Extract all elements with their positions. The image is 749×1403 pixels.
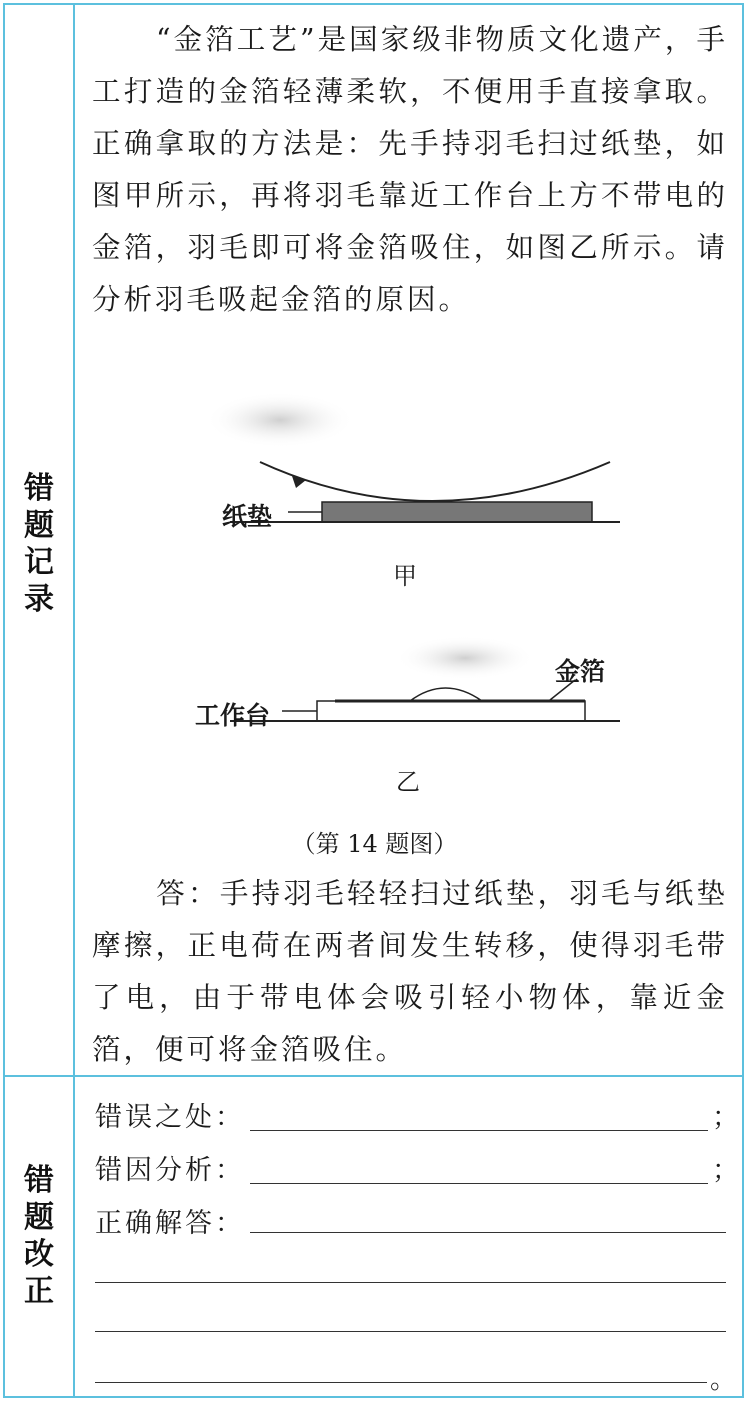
semicolon: ； xyxy=(712,1102,742,1133)
label-yi: 乙 xyxy=(396,768,420,796)
label-char: 记 xyxy=(24,545,54,580)
correct-answer-label: 正确解答： xyxy=(95,1208,245,1239)
column-divider xyxy=(73,3,75,1398)
answer-line[interactable] xyxy=(250,1232,726,1233)
label-workbench: 工作台 xyxy=(195,701,271,730)
answer-line[interactable] xyxy=(95,1331,726,1332)
answer-line[interactable] xyxy=(95,1282,726,1283)
error-place-line[interactable] xyxy=(250,1130,708,1131)
label-char: 题 xyxy=(24,508,54,543)
label-char: 正 xyxy=(24,1274,54,1309)
question-figure xyxy=(190,390,650,810)
figure-caption: （第 14 题图） xyxy=(291,830,458,858)
gold-foil-lifted xyxy=(410,688,482,701)
section-label-record xyxy=(18,470,60,618)
feather-icon xyxy=(395,636,535,680)
paper-pad xyxy=(322,502,592,522)
label-char: 错 xyxy=(24,1163,54,1198)
label-paper-pad: 纸垫 xyxy=(222,502,273,531)
label-char: 题 xyxy=(24,1200,54,1235)
answer-text xyxy=(92,868,728,1076)
feather-icon xyxy=(205,392,355,448)
label-char: 错 xyxy=(24,471,54,506)
section-label-correct xyxy=(18,1162,60,1310)
question-body: “金箔工艺”是国家级非物质文化遗产，手工打造的金箔轻薄柔软，不便用手直接拿取。正确拿取的方法是：先手持羽毛扫过纸垫，如图甲所示，再将羽毛靠近工作台上方不带电的金箔，羽毛即可将金箔吸住，如图乙所示。请分析羽毛吸起金箔的原因。 xyxy=(92,23,728,316)
sweep-arc xyxy=(260,462,610,501)
question-text xyxy=(92,14,728,326)
workbench xyxy=(317,701,585,721)
error-place-label: 错误之处： xyxy=(95,1102,245,1133)
label-char: 录 xyxy=(24,582,54,617)
end-mark: 。 xyxy=(710,1365,737,1395)
error-reason-label: 错因分析： xyxy=(95,1155,245,1186)
answer-line[interactable] xyxy=(95,1382,707,1383)
semicolon: ； xyxy=(712,1155,742,1186)
answer-body: 答：手持羽毛轻轻扫过纸垫，羽毛与纸垫摩擦，正电荷在两者间发生转移，使得羽毛带了电，由于带电体会吸引轻小物体，靠近金箔，便可将金箔吸住。 xyxy=(92,877,728,1066)
label-gold-foil: 金箔 xyxy=(555,657,606,686)
error-reason-line[interactable] xyxy=(250,1183,708,1184)
label-char: 改 xyxy=(24,1237,54,1272)
label-jia: 甲 xyxy=(393,562,417,590)
